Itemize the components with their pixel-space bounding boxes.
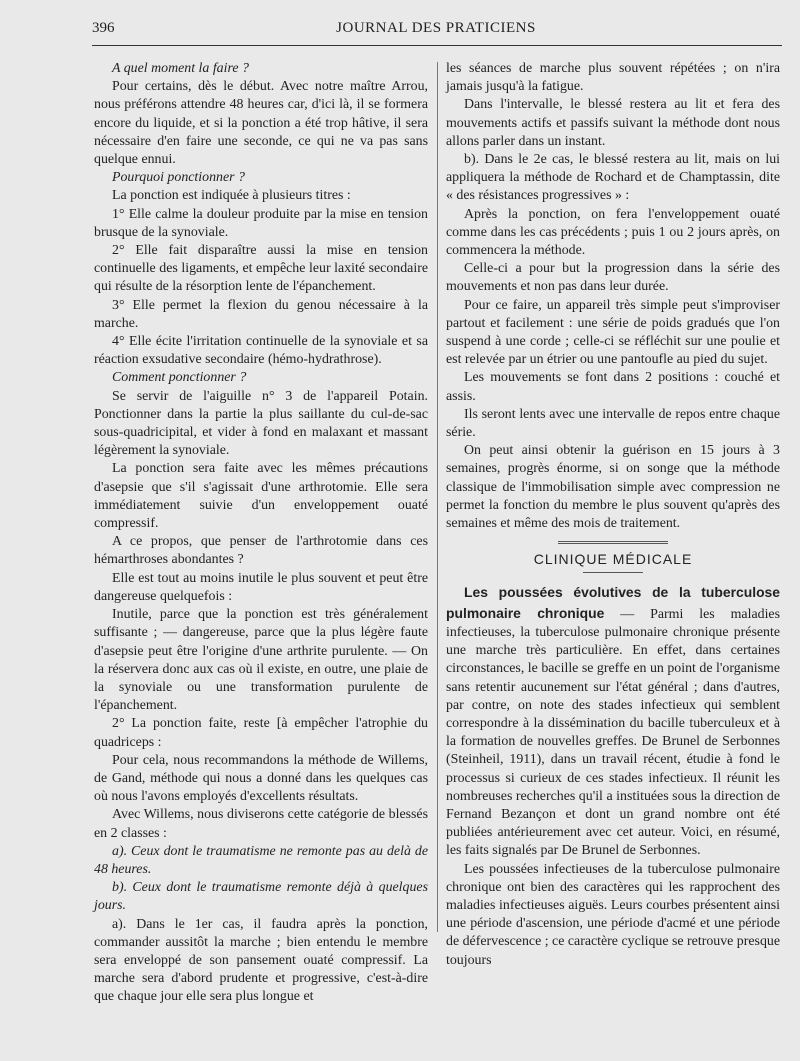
paragraph: Pour cela, nous recommandons la méthode de Willems, de Gand, méthode qui nous a donné dans les quelques cas où nous l'avons employés d'excellents résultats. bbox=[94, 752, 428, 805]
journal-title: JOURNAL DES PRATICIENS bbox=[336, 20, 536, 36]
page-header bbox=[92, 20, 780, 42]
paragraph: Les mouvements se font dans 2 positions : couché et assis. bbox=[446, 370, 780, 404]
paragraph: 2° Elle fait disparaître aussi la mise en tension continuelle des ligaments, et empêche leur laxité secondaire qui résulte de la résorption lente de l'épanchement. bbox=[94, 243, 428, 295]
question-how: Comment ponctionner ? bbox=[112, 370, 247, 386]
paragraph: La ponction est indiquée à plusieurs titres : bbox=[112, 188, 351, 204]
paragraph: 2° La ponction faite, reste [à empêcher l'atrophie du quadriceps : bbox=[94, 716, 428, 750]
section-underline bbox=[583, 572, 643, 573]
paragraph: A ce propos, que penser de l'arthrotomie dans ces hémarthroses abondantes ? bbox=[94, 534, 428, 568]
paragraph: Inutile, parce que la ponction est très généralement suffisante ; — dangereuse, parce que la plus légère faute d'asepsie peut être l'origine d'une arthrite purulente. — On la réservera donc aux cas où il existe, en outre, une plaie de la synoviale ou une transformation purulente de l'épanchement. bbox=[94, 607, 428, 714]
paragraph: a). Dans le 1er cas, il faudra après la ponction, commander aussitôt la marche ; bien entendu le membre sera enveloppé de son pansement ouaté compressif. La marche sera d'abord prudente et progressive, c'est-à-dire que chaque jour elle sera plus longue et bbox=[94, 916, 428, 1005]
left-column bbox=[94, 60, 428, 1007]
paragraph: Avec Willems, nous diviserons cette catégorie de blessés en 2 classes : bbox=[94, 807, 428, 841]
paragraph: b). Ceux dont le traumatisme remonte déjà à quelques jours. bbox=[94, 880, 428, 914]
paragraph: Après la ponction, on fera l'enveloppement ouaté comme dans les cas précédents ; puis 1 ou 2 jours après, on commencera la méthode. bbox=[446, 206, 780, 259]
article-intro: — Parmi les maladies infectieuses, la tuberculose pulmonaire chronique présente une marche très particulière. En effet, dans certaines circonstances, le bacille se greffe en un point de l'organisme sans retentir aucunement sur l'état général ; dans d'autres, par contre, on note des stades infectieux qui semblent correspondre à la dissémination du bacille tuberculeux et à la formation de nouvelles greffes. De Brunel de Serbonnes (Steinheil, 1911), dans un travail récent, étudie à fond le processus si curieux de ces stades infectieux. Il réunit les nombreuses recherches qu'il a instituées sous la direction de Fernand Bezançon et dont un grand nombre ont été publiées antérieurement avec cet auteur. Voici, en résumé, les faits signalés par De Brunel de Serbonnes. bbox=[446, 606, 780, 859]
paragraph: b). Dans le 2e cas, le blessé restera au lit, mais on lui appliquera la méthode de Rochard et de Champtassin, dite « des résistances progressives » : bbox=[446, 152, 780, 204]
column-divider bbox=[437, 62, 438, 932]
paragraph: Celle-ci a pour but la progression dans la série des mouvements et non pas dans leur durée. bbox=[446, 261, 780, 295]
paragraph: Elle est tout au moins inutile le plus souvent et peut être dangereuse quelquefois : bbox=[94, 570, 428, 604]
question-when: A quel moment la faire ? bbox=[112, 61, 249, 76]
paragraph: Dans l'intervalle, le blessé restera au lit et fera des mouvements actifs et passifs suivant la méthode dont nous allons parler dans un instant. bbox=[446, 97, 780, 149]
question-why: Pourquoi ponctionner ? bbox=[112, 170, 245, 186]
paragraph: a). Ceux dont le traumatisme ne remonte pas au delà de 48 heures. bbox=[94, 843, 428, 877]
article-paragraph bbox=[446, 583, 780, 860]
article-title: Les poussées évolutives de la tuberculose pulmonaire chronique bbox=[446, 584, 780, 621]
paragraph: Les poussées infectieuses de la tuberculose pulmonaire chronique ont bien des caractères qui les rapprochent des maladies infectieuses aiguës. Leurs courbes présentent ainsi une période d'ascension, une période d'acmé et une période de défervescence ; ce caractère cyclique se retrouve presque toujours bbox=[446, 861, 780, 968]
header-rule bbox=[92, 45, 782, 46]
paragraph: La ponction sera faite avec les mêmes précautions d'asepsie que s'il s'agissait d'une arthrotomie. Elle sera immédiatement suivie d'un enveloppement ouaté compressif. bbox=[94, 461, 428, 532]
section-heading: CLINIQUE MÉDICALE bbox=[533, 551, 693, 568]
paragraph: 1° Elle calme la douleur produite par la mise en tension brusque de la synoviale. bbox=[94, 206, 428, 240]
paragraph: Ils seront lents avec une intervalle de repos entre chaque série. bbox=[446, 406, 780, 441]
page-number: 396 bbox=[92, 20, 115, 36]
paragraph: les séances de marche plus souvent répétées ; on n'ira jamais jusqu'à la fatigue. bbox=[446, 61, 780, 95]
paragraph: 3° Elle permet la flexion du genou nécessaire à la marche. bbox=[94, 297, 428, 331]
paragraph: Se servir de l'aiguille n° 3 de l'appareil Potain. Ponctionner dans la partie la plus saillante du cul-de-sac sous-quadricipital, et vider à fond en malaxant et massant légèrement la synoviale. bbox=[94, 388, 428, 459]
right-column bbox=[446, 60, 780, 970]
paragraph: Pour certains, dès le début. Avec notre maître Arrou, nous préférons attendre 48 heures car, d'ici là, il se formera encore du liquide, et si la ponction a été trop hâtive, il sera nécessaire d'en faire une seconde, ce qui ne va pas sans quelque ennui. bbox=[94, 79, 428, 168]
paragraph: Pour ce faire, un appareil très simple peut s'improviser partout et facilement : une série de poids gradués que l'on suspend à une corde ; celle-ci se réfléchit sur une poulie et est relevée par un étrier ou une pantoufle au pied du sujet. bbox=[446, 297, 780, 368]
paragraph: 4° Elle écite l'irritation continuelle de la synoviale et sa réaction exsudative secondaire (hémo-hydrathrose). bbox=[94, 334, 428, 368]
paragraph: On peut ainsi obtenir la guérison en 15 jours à 3 semaines, progrès énorme, si on songe que la méthode classique de l'immobilisation simple avec compression ne permet la fonction du membre le plus souvent qu'après des semaines et même des mois de traitement. bbox=[446, 443, 780, 532]
section-separator bbox=[558, 541, 668, 544]
